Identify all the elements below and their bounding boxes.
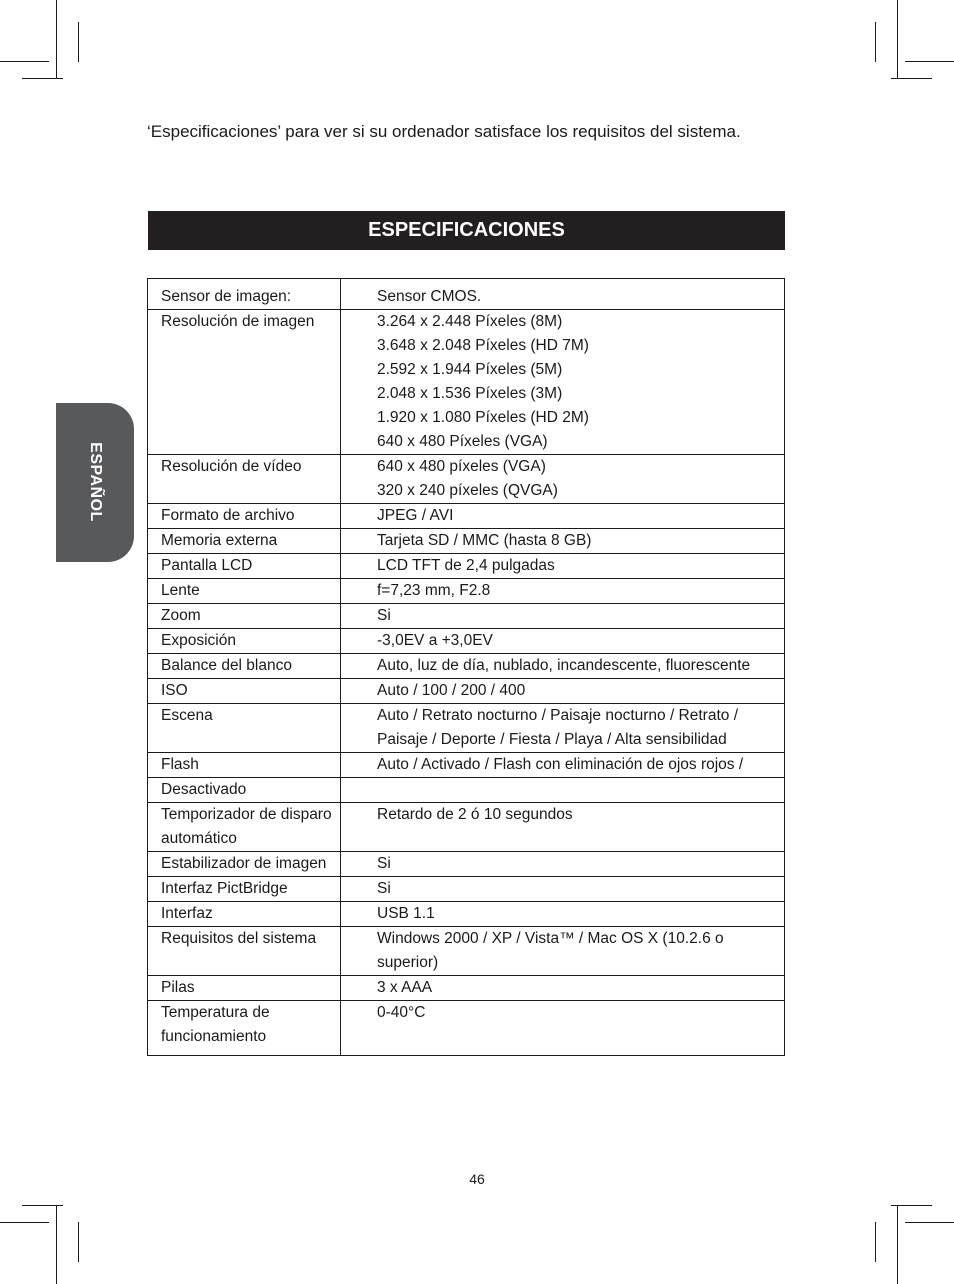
spec-value-line: Retardo de 2 ó 10 segundos — [377, 806, 573, 823]
table-row — [148, 852, 785, 877]
spec-value-line: Auto / 100 / 200 / 400 — [377, 682, 526, 699]
spec-value-line: Paisaje / Deporte / Fiesta / Playa / Alta sensibilidad — [377, 731, 727, 748]
specifications-table — [147, 278, 785, 1056]
crop-mark — [56, 1205, 57, 1284]
table-row — [148, 778, 785, 803]
spec-value — [341, 976, 785, 1001]
spec-label-line: Pantalla LCD — [161, 557, 253, 574]
spec-label — [148, 504, 341, 529]
spec-value — [341, 1001, 785, 1056]
table-row — [148, 753, 785, 778]
spec-value — [341, 753, 785, 778]
spec-value-line: f=7,23 mm, F2.8 — [377, 582, 491, 599]
spec-value — [341, 877, 785, 902]
table-row — [148, 455, 785, 504]
spec-value-line: Si — [377, 607, 391, 624]
crop-mark — [897, 0, 898, 79]
spec-label-line: Interfaz PictBridge — [161, 880, 288, 897]
spec-value — [341, 604, 785, 629]
spec-label — [148, 704, 341, 753]
spec-label — [148, 778, 341, 803]
specifications-table-body — [148, 279, 785, 1056]
table-row — [148, 310, 785, 455]
spec-value — [341, 279, 785, 310]
spec-value — [341, 803, 785, 852]
spec-label-line: Sensor de imagen: — [161, 288, 292, 305]
spec-label-line: Zoom — [161, 607, 201, 624]
spec-label — [148, 927, 341, 976]
spec-value-line: Sensor CMOS. — [377, 288, 482, 305]
spec-value-line: Auto / Retrato nocturno / Paisaje nocturno / Retrato / — [377, 707, 739, 724]
spec-label — [148, 554, 341, 579]
crop-mark — [22, 1205, 63, 1206]
spec-value — [341, 554, 785, 579]
spec-value-line: 2.048 x 1.536 Píxeles (3M) — [377, 385, 563, 402]
spec-label-line: automático — [161, 830, 237, 847]
table-row — [148, 927, 785, 976]
crop-mark — [891, 78, 932, 79]
spec-label — [148, 579, 341, 604]
table-row — [148, 504, 785, 529]
spec-label-line: Requisitos del sistema — [161, 930, 317, 947]
spec-label — [148, 877, 341, 902]
spec-value-line: 3 x AAA — [377, 979, 433, 996]
spec-label — [148, 1001, 341, 1056]
crop-mark — [875, 1222, 876, 1262]
table-row — [148, 902, 785, 927]
spec-value — [341, 778, 785, 803]
table-row — [148, 803, 785, 852]
crop-mark — [0, 61, 49, 62]
spec-label-line: Flash — [161, 756, 199, 773]
spec-label — [148, 279, 341, 310]
table-row — [148, 279, 785, 310]
table-row — [148, 604, 785, 629]
spec-label — [148, 852, 341, 877]
crop-mark — [22, 78, 63, 79]
spec-value-line: Auto / Activado / Flash con eliminación de ojos rojos / — [377, 756, 744, 773]
spec-value-line: 2.592 x 1.944 Píxeles (5M) — [377, 361, 563, 378]
spec-label-line: ISO — [161, 682, 188, 699]
spec-label — [148, 976, 341, 1001]
spec-value-line: 3.264 x 2.448 Píxeles (8M) — [377, 313, 563, 330]
spec-value — [341, 310, 785, 455]
spec-value-line: 640 x 480 Píxeles (VGA) — [377, 433, 548, 450]
spec-label-line: Memoria externa — [161, 532, 278, 549]
spec-label — [148, 629, 341, 654]
crop-mark — [56, 0, 57, 79]
language-tab — [56, 403, 134, 562]
spec-label-line: funcionamiento — [161, 1028, 267, 1045]
spec-label-line: Temporizador de disparo — [161, 806, 332, 823]
table-row — [148, 629, 785, 654]
spec-value-line: Tarjeta SD / MMC (hasta 8 GB) — [377, 532, 592, 549]
spec-value-line: 3.648 x 2.048 Píxeles (HD 7M) — [377, 337, 589, 354]
spec-label-line: Exposición — [161, 632, 236, 649]
spec-label-line: Resolución de imagen — [161, 313, 315, 330]
language-tab-label: ESPAÑOL — [87, 442, 104, 522]
spec-label — [148, 455, 341, 504]
table-row — [148, 877, 785, 902]
spec-label — [148, 310, 341, 455]
spec-value-line: 320 x 240 píxeles (QVGA) — [377, 482, 558, 499]
spec-value — [341, 455, 785, 504]
spec-value-line: Windows 2000 / XP / Vista™ / Mac OS X (10.2.6 o superior) — [377, 930, 724, 971]
spec-label-line: Lente — [161, 582, 200, 599]
table-row — [148, 976, 785, 1001]
spec-value-line — [377, 778, 784, 802]
table-row — [148, 579, 785, 604]
crop-mark — [891, 1205, 932, 1206]
spec-label — [148, 753, 341, 778]
spec-label-line: Formato de archivo — [161, 507, 295, 524]
table-row — [148, 679, 785, 704]
spec-value-line: Auto, luz de día, nublado, incandescente, fluorescente — [377, 657, 751, 674]
spec-value — [341, 852, 785, 877]
crop-mark — [905, 1222, 954, 1223]
table-row — [148, 1001, 785, 1056]
spec-label — [148, 654, 341, 679]
table-row — [148, 654, 785, 679]
spec-value — [341, 902, 785, 927]
crop-mark — [78, 22, 79, 62]
crop-mark — [905, 61, 954, 62]
crop-mark — [0, 1222, 49, 1223]
spec-value — [341, 704, 785, 753]
spec-label — [148, 679, 341, 704]
spec-value — [341, 504, 785, 529]
spec-label — [148, 529, 341, 554]
spec-value — [341, 679, 785, 704]
spec-value-line: JPEG / AVI — [377, 507, 454, 524]
spec-value-line: Si — [377, 880, 391, 897]
spec-value — [341, 579, 785, 604]
table-row — [148, 529, 785, 554]
spec-label — [148, 803, 341, 852]
table-row — [148, 554, 785, 579]
spec-label-line: Desactivado — [161, 781, 247, 798]
spec-value — [341, 654, 785, 679]
spec-label — [148, 604, 341, 629]
spec-value-line: 1.920 x 1.080 Píxeles (HD 2M) — [377, 409, 589, 426]
spec-label-line: Estabilizador de imagen — [161, 855, 327, 872]
intro-paragraph: ‘Especificaciones’ para ver si su ordenador satisface los requisitos del sistema. — [147, 122, 741, 141]
spec-label-line: Resolución de vídeo — [161, 458, 302, 475]
crop-mark — [897, 1205, 898, 1284]
spec-value-line: USB 1.1 — [377, 905, 435, 922]
spec-label — [148, 902, 341, 927]
spec-value — [341, 529, 785, 554]
crop-mark — [875, 22, 876, 62]
section-title: ESPECIFICACIONES — [148, 211, 785, 250]
spec-value-line: Si — [377, 855, 391, 872]
table-row — [148, 704, 785, 753]
spec-value-line: 640 x 480 píxeles (VGA) — [377, 458, 546, 475]
spec-value — [341, 927, 785, 976]
spec-label-line: Interfaz — [161, 905, 213, 922]
spec-label-line: Balance del blanco — [161, 657, 292, 674]
spec-value-line: -3,0EV a +3,0EV — [377, 632, 493, 649]
spec-value — [341, 629, 785, 654]
spec-label-line: Temperatura de — [161, 1004, 270, 1021]
crop-mark — [78, 1222, 79, 1262]
spec-value-line: LCD TFT de 2,4 pulgadas — [377, 557, 555, 574]
spec-label-line: Escena — [161, 707, 213, 724]
spec-value-line: 0-40°C — [377, 1004, 426, 1021]
page-number: 46 — [469, 1171, 485, 1187]
spec-label-line: Pilas — [161, 979, 195, 996]
